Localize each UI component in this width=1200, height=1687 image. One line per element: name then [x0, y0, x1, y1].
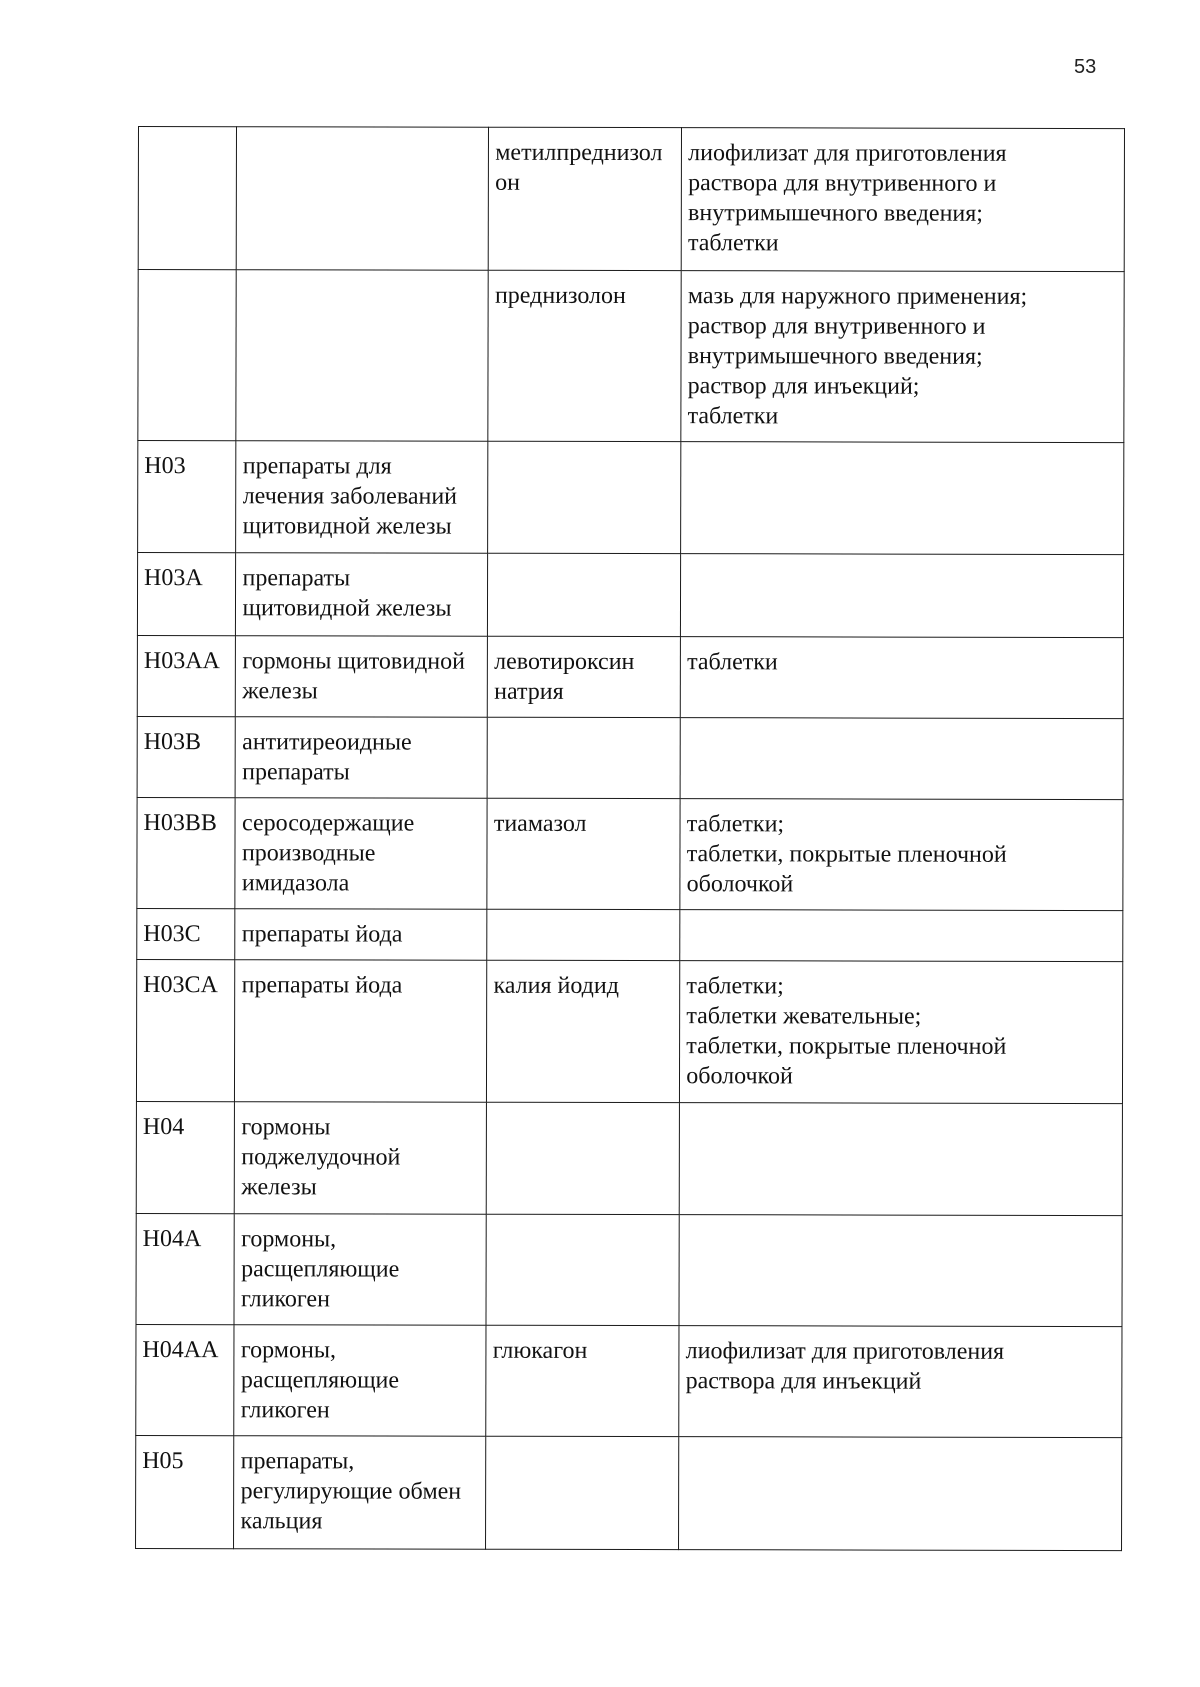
atc-group-cell: антитиреоидные препараты — [236, 717, 488, 799]
atc-group-cell: препараты йода — [235, 909, 487, 961]
table-row — [136, 1101, 1122, 1215]
drug-name-cell — [487, 717, 680, 798]
atc-group-cell: препараты, регулирующие обмен кальция — [234, 1436, 486, 1550]
drug-name-cell: метилпреднизол он — [489, 127, 682, 270]
dosage-form-cell: таблетки; таблетки жевательные; таблетки, покрытые пленочной оболочкой — [680, 961, 1123, 1104]
atc-code-cell — [138, 270, 237, 441]
atc-group-cell: гормоны щитовидной железы — [236, 636, 488, 718]
atc-code-cell: H03A — [137, 553, 236, 636]
atc-group-cell — [237, 127, 489, 271]
dosage-form-cell — [680, 718, 1123, 800]
atc-code-cell: H03AA — [137, 635, 236, 716]
atc-code-cell: H04AA — [136, 1324, 235, 1435]
atc-code-cell: H04A — [136, 1213, 235, 1324]
dosage-form-cell: лиофилизат для приготовления раствора для инъекций — [679, 1326, 1122, 1438]
drug-name-cell: тиамазол — [487, 798, 680, 909]
atc-group-cell: гормоны, расщепляющие гликоген — [234, 1214, 486, 1326]
drug-name-cell — [488, 441, 681, 553]
table-row — [137, 908, 1123, 961]
table-row — [137, 553, 1123, 638]
table-row — [136, 1213, 1122, 1326]
dosage-form-cell — [679, 1103, 1122, 1216]
atc-code-cell: H03CA — [136, 959, 235, 1101]
drug-name-cell — [486, 1436, 679, 1549]
drug-name-cell: преднизолон — [488, 270, 681, 441]
drug-name-cell — [487, 909, 680, 960]
drug-name-cell — [488, 553, 681, 636]
dosage-form-cell — [679, 1215, 1122, 1327]
atc-code-cell: H03C — [137, 908, 236, 959]
dosage-form-cell: таблетки; таблетки, покрытые пленочной оболочкой — [680, 799, 1123, 911]
table-row — [138, 127, 1124, 272]
atc-code-cell: H04 — [136, 1101, 235, 1213]
drug-name-cell: глюкагон — [486, 1325, 679, 1436]
atc-group-cell — [236, 270, 488, 442]
page-number: 53 — [1074, 56, 1097, 78]
atc-group-cell: серосодержащие производные имидазола — [235, 798, 487, 910]
table-body — [136, 127, 1125, 1551]
drug-name-cell — [487, 1102, 680, 1214]
table-row — [137, 635, 1123, 718]
atc-code-cell — [138, 127, 237, 270]
dosage-form-cell — [681, 554, 1124, 638]
table-row — [137, 797, 1123, 910]
atc-code-cell: H05 — [136, 1435, 235, 1548]
atc-code-cell: H03BB — [137, 797, 236, 908]
table-row — [137, 716, 1123, 799]
dosage-form-cell — [680, 910, 1123, 962]
table-row — [136, 1435, 1122, 1550]
table-row — [136, 1324, 1122, 1437]
drug-table — [135, 126, 1125, 1551]
dosage-form-cell: мазь для наружного применения; раствор для внутривенного и внутримышечного введения; раствор для инъекций; таблетки — [681, 271, 1124, 443]
dosage-form-cell: лиофилизат для приготовления раствора для внутривенного и внутримышечного введения; таблетки — [681, 128, 1124, 272]
atc-code-cell: H03 — [138, 441, 237, 553]
drug-name-cell: левотироксин натрия — [488, 636, 681, 717]
atc-group-cell: препараты щитовидной железы — [236, 553, 488, 637]
dosage-form-cell: таблетки — [680, 637, 1123, 719]
dosage-form-cell — [681, 442, 1124, 555]
table-row — [136, 959, 1122, 1103]
atc-group-cell: препараты для лечения заболеваний щитовидной железы — [236, 441, 488, 554]
table-row — [138, 270, 1124, 443]
table-row — [138, 441, 1124, 555]
atc-code-cell: H03B — [137, 716, 236, 797]
drug-name-cell: калия йодид — [487, 960, 680, 1102]
atc-group-cell: препараты йода — [235, 960, 487, 1103]
atc-group-cell: гормоны, расщепляющие гликоген — [234, 1325, 486, 1437]
drug-name-cell — [486, 1214, 679, 1325]
atc-group-cell: гормоны поджелудочной железы — [235, 1102, 487, 1215]
dosage-form-cell — [679, 1437, 1122, 1551]
